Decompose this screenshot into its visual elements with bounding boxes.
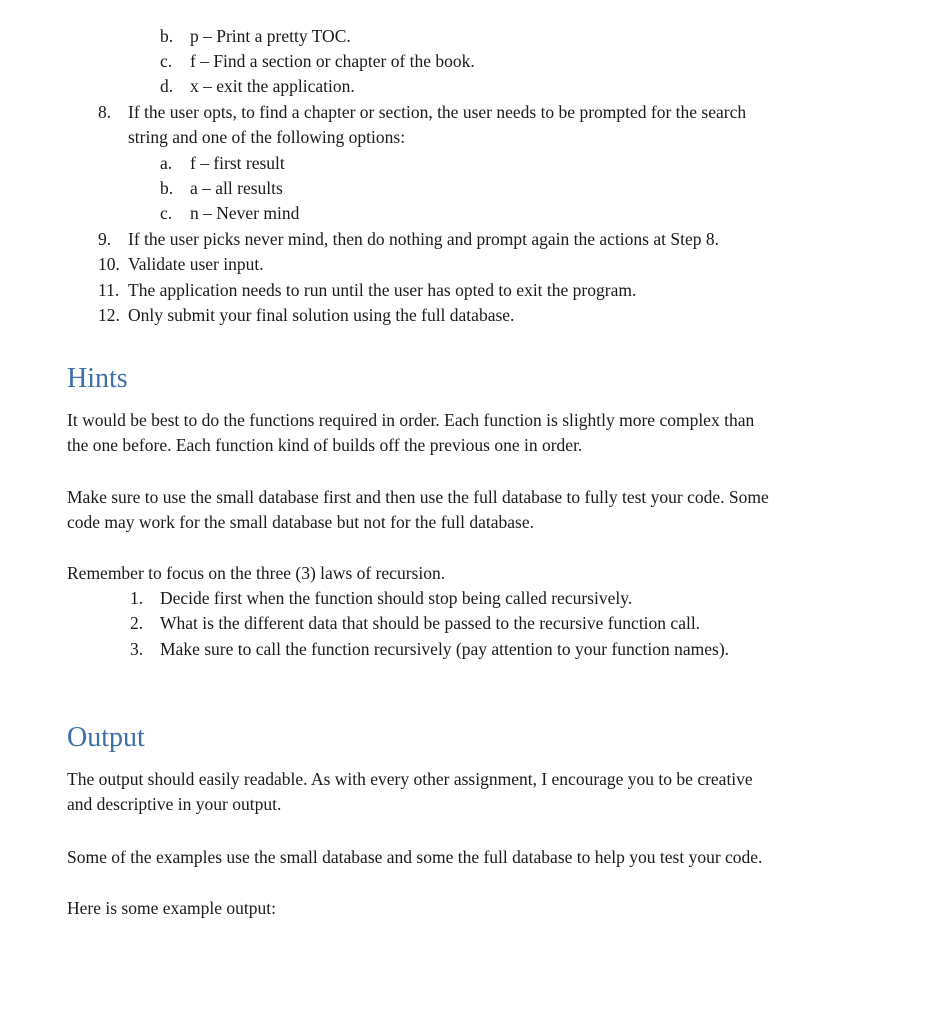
list-marker: 12. bbox=[98, 305, 120, 325]
law-marker: 1. bbox=[130, 588, 144, 608]
list-item-text: f – Find a section or chapter of the book. bbox=[190, 51, 475, 71]
law-marker: 2. bbox=[130, 613, 144, 633]
list-marker: b. bbox=[160, 178, 174, 198]
list-marker: c. bbox=[160, 51, 173, 71]
list-marker: b. bbox=[160, 26, 174, 46]
output-paragraph-2: Some of the examples use the small database and some the full database to help you test your code. bbox=[67, 847, 763, 867]
law-text: Decide first when the function should stop being called recursively. bbox=[160, 588, 633, 608]
list-item-text: p – Print a pretty TOC. bbox=[190, 26, 351, 46]
law-text: Make sure to call the function recursively (pay attention to your function names). bbox=[160, 639, 730, 659]
list-item-text: Only submit your final solution using the full database. bbox=[128, 305, 515, 325]
list-item-text: x – exit the application. bbox=[190, 76, 355, 96]
list-marker: d. bbox=[160, 76, 174, 96]
law-text: What is the different data that should be passed to the recursive function call. bbox=[160, 613, 701, 633]
list-item-text: a – all results bbox=[190, 178, 283, 198]
list-item-text: If the user opts, to find a chapter or section, the user needs to be prompted for the search bbox=[128, 102, 747, 122]
list-marker: 9. bbox=[98, 229, 112, 249]
list-marker: a. bbox=[160, 153, 173, 173]
hints-paragraph-1: It would be best to do the functions required in order. Each function is slightly more complex than bbox=[67, 410, 755, 430]
output-paragraph-1: The output should easily readable. As with every other assignment, I encourage you to be creative bbox=[67, 769, 753, 789]
law-marker: 3. bbox=[130, 639, 144, 659]
hints-paragraph-2: Make sure to use the small database first and then use the full database to fully test your code. Some bbox=[67, 487, 769, 507]
hints-paragraph-2-cont: code may work for the small database but not for the full database. bbox=[67, 512, 534, 532]
list-item-text: The application needs to run until the user has opted to exit the program. bbox=[128, 280, 637, 300]
list-item-text: Validate user input. bbox=[128, 254, 264, 274]
output-heading: Output bbox=[67, 722, 145, 753]
list-marker: 10. bbox=[98, 254, 120, 274]
hints-heading: Hints bbox=[67, 363, 128, 394]
output-paragraph-3: Here is some example output: bbox=[67, 898, 276, 918]
list-item-text: If the user picks never mind, then do nothing and prompt again the actions at Step 8. bbox=[128, 229, 719, 249]
list-marker: 11. bbox=[98, 280, 120, 300]
list-marker: 8. bbox=[98, 102, 112, 122]
list-item-text: f – first result bbox=[190, 153, 285, 173]
hints-paragraph-3: Remember to focus on the three (3) laws of recursion. bbox=[67, 563, 446, 583]
list-item-text-continuation: string and one of the following options: bbox=[128, 127, 406, 147]
list-marker: c. bbox=[160, 203, 173, 223]
hints-paragraph-1-cont: the one before. Each function kind of builds off the previous one in order. bbox=[67, 435, 583, 455]
list-item-text: n – Never mind bbox=[190, 203, 300, 223]
output-paragraph-1-cont: and descriptive in your output. bbox=[67, 794, 282, 814]
